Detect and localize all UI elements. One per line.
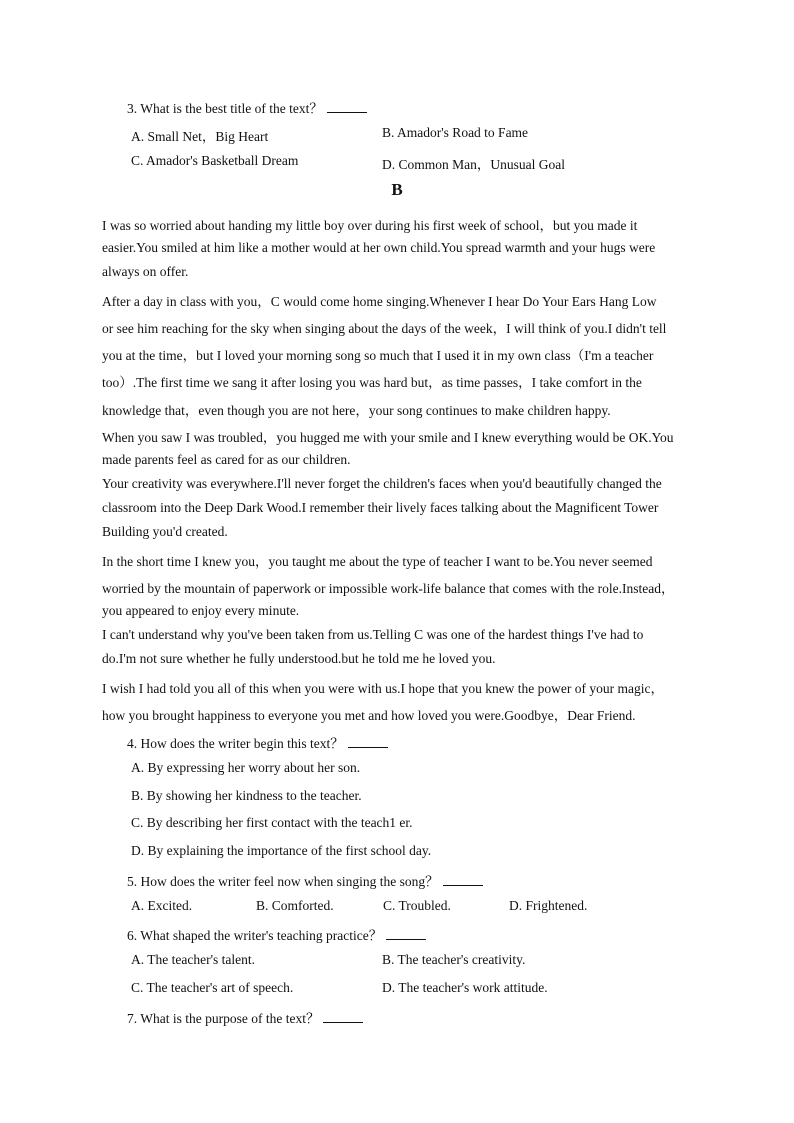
question-4-stem: 4. How does the writer begin this text？ bbox=[127, 736, 344, 751]
answer-blank bbox=[443, 873, 483, 886]
q6-option-b: B. The teacher's creativity. bbox=[382, 952, 526, 967]
section-heading: B bbox=[391, 180, 403, 199]
passage-line: how you brought happiness to everyone you met and how loved you were.Goodbye，Dear Friend. bbox=[102, 708, 636, 723]
q3-option-c: C. Amador's Basketball Dream bbox=[131, 153, 299, 168]
answer-blank bbox=[323, 1010, 363, 1023]
q5-option-a: A. Excited. bbox=[131, 898, 193, 913]
question-6-stem: 6. What shaped the writer's teaching practice？ bbox=[127, 928, 383, 943]
passage-line: I was so worried about handing my little boy over during his first week of school，but you made it bbox=[102, 218, 638, 233]
passage-line: After a day in class with you，C would come home singing.Whenever I hear Do Your Ears Hang Low bbox=[102, 294, 657, 309]
passage-line: made parents feel as cared for as our children. bbox=[102, 452, 351, 467]
answer-blank bbox=[386, 927, 426, 940]
passage-line: I wish I had told you all of this when you were with us.I hope that you knew the power of your magic， bbox=[102, 681, 665, 696]
q3-option-b: B. Amador's Road to Fame bbox=[382, 125, 529, 140]
passage-line: too）.The first time we sang it after losing you was hard but，as time passes，I take comfort in the bbox=[102, 375, 642, 390]
question-4 bbox=[127, 732, 388, 752]
question-7-stem: 7. What is the purpose of the text？ bbox=[127, 1011, 320, 1026]
passage-line: you at the time，but I loved your morning song so much that I used it in my own class（I'm a teacher bbox=[102, 348, 654, 363]
passage-line: worried by the mountain of paperwork or impossible work-life balance that comes with the role.Instead， bbox=[102, 581, 675, 596]
passage-line: Building you'd created. bbox=[102, 524, 228, 539]
q4-option-d: D. By explaining the importance of the first school day. bbox=[131, 843, 432, 858]
question-3-stem: 3. What is the best title of the text？ bbox=[127, 101, 323, 116]
q4-option-a: A. By expressing her worry about her son. bbox=[131, 760, 361, 775]
question-3 bbox=[127, 97, 367, 117]
passage-line: knowledge that，even though you are not here，your song continues to make children happy. bbox=[102, 403, 611, 418]
passage-line: When you saw I was troubled，you hugged me with your smile and I knew everything would be OK.You bbox=[102, 430, 674, 445]
question-5-stem: 5. How does the writer feel now when singing the song？ bbox=[127, 874, 439, 889]
passage-line: Your creativity was everywhere.I'll never forget the children's faces when you'd beautifully changed the bbox=[102, 476, 662, 491]
q5-option-d: D. Frightened. bbox=[509, 898, 588, 913]
q3-option-a: A. Small Net，Big Heart bbox=[131, 129, 269, 144]
answer-blank bbox=[327, 100, 367, 113]
q6-option-a: A. The teacher's talent. bbox=[131, 952, 256, 967]
q6-option-d: D. The teacher's work attitude. bbox=[382, 980, 548, 995]
question-7 bbox=[127, 1007, 363, 1027]
q6-option-c: C. The teacher's art of speech. bbox=[131, 980, 294, 995]
passage-line: or see him reaching for the sky when singing about the days of the week，I will think of you.I didn't tell bbox=[102, 321, 667, 336]
passage-line: easier.You smiled at him like a mother would at her own child.You spread warmth and your hugs were bbox=[102, 240, 656, 255]
passage-line: do.I'm not sure whether he fully understood.but he told me he loved you. bbox=[102, 651, 496, 666]
passage-line: In the short time I knew you，you taught me about the type of teacher I want to be.You never seemed bbox=[102, 554, 653, 569]
q3-option-d: D. Common Man，Unusual Goal bbox=[382, 157, 565, 172]
q4-option-c: C. By describing her first contact with the teach1 er. bbox=[131, 815, 413, 830]
answer-blank bbox=[348, 735, 388, 748]
q5-option-b: B. Comforted. bbox=[256, 898, 334, 913]
question-6 bbox=[127, 924, 426, 944]
passage-line: always on offer. bbox=[102, 264, 189, 279]
passage-line: you appeared to enjoy every minute. bbox=[102, 603, 300, 618]
q4-option-b: B. By showing her kindness to the teacher. bbox=[131, 788, 362, 803]
question-5 bbox=[127, 870, 483, 890]
q5-option-c: C. Troubled. bbox=[383, 898, 451, 913]
passage-line: I can't understand why you've been taken from us.Telling C was one of the hardest things I've had to bbox=[102, 627, 644, 642]
passage-line: classroom into the Deep Dark Wood.I remember their lively faces talking about the Magnificent Tower bbox=[102, 500, 659, 515]
